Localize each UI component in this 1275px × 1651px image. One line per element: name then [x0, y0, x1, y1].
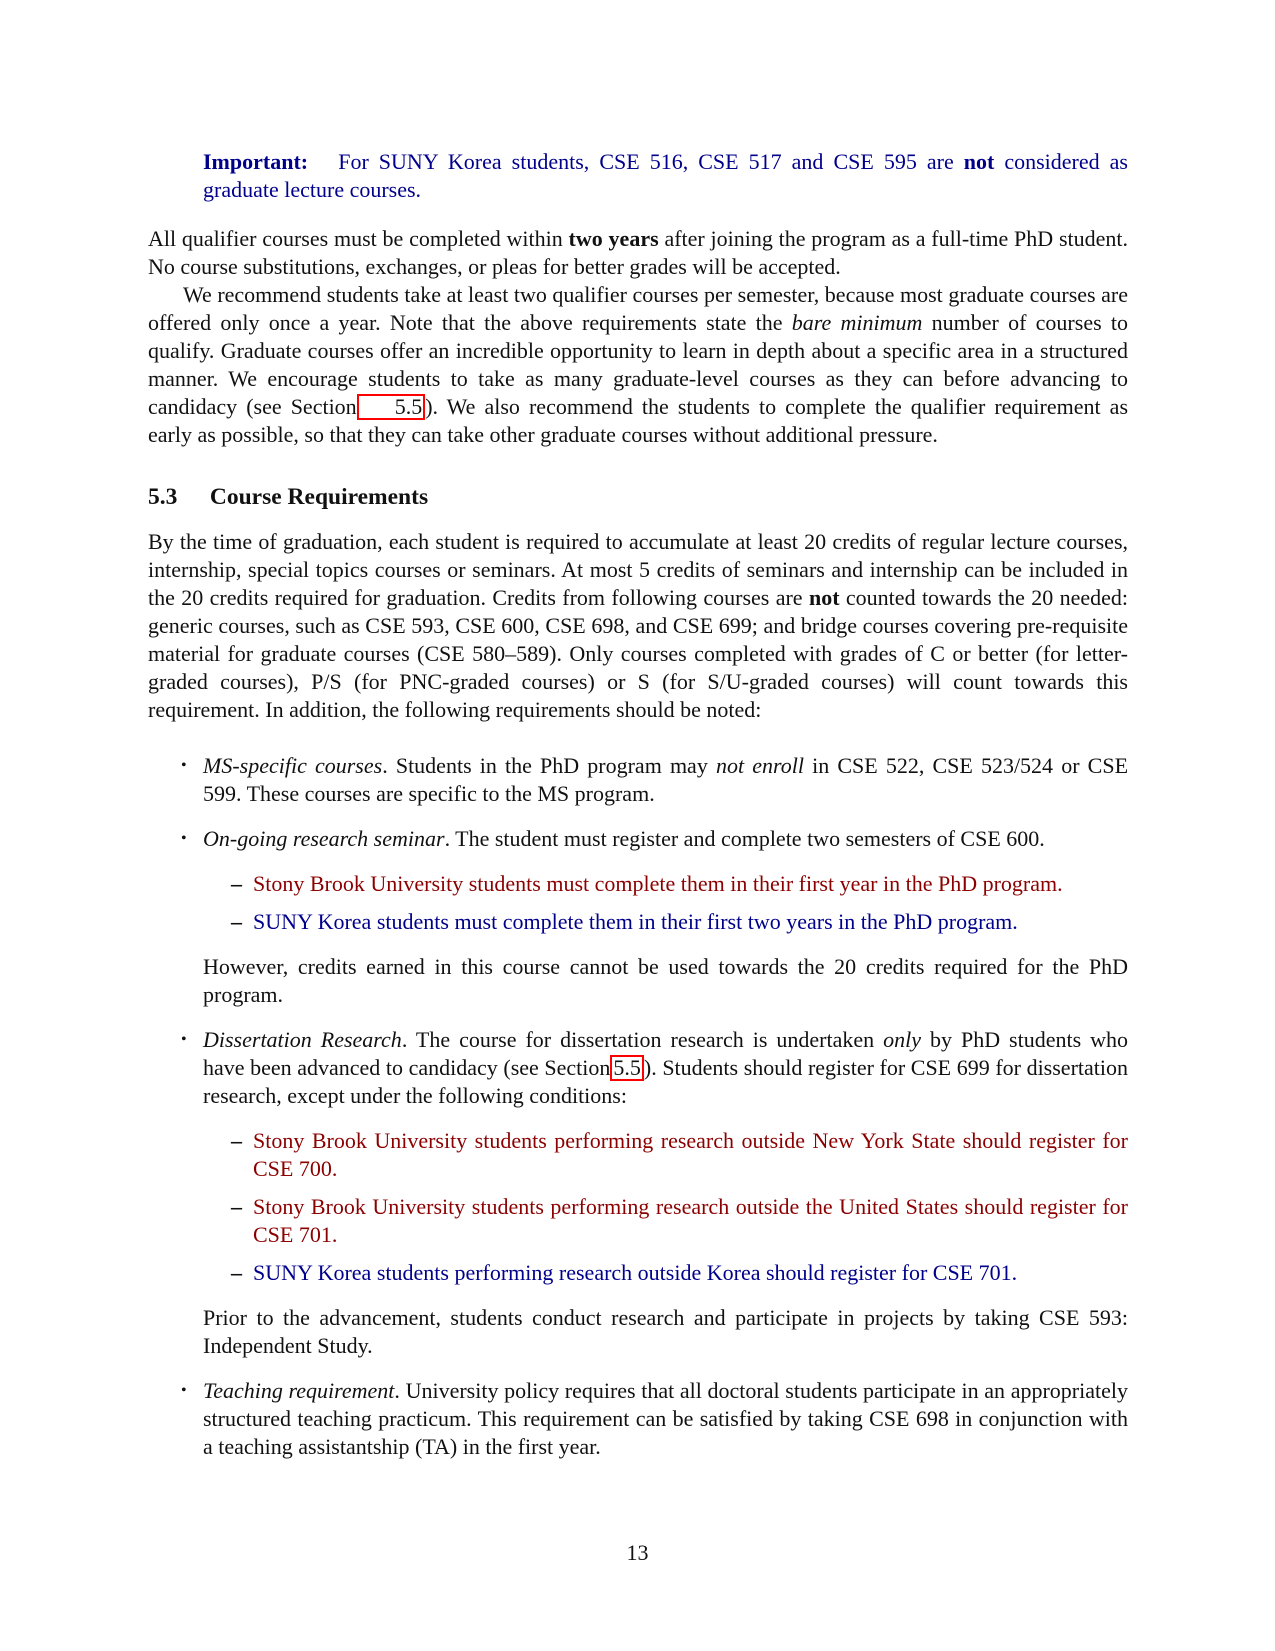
important-label: Important: — [203, 149, 309, 174]
bullet-icon: • — [181, 1031, 187, 1048]
qualifier-section — [148, 225, 1128, 449]
qualifier-paragraph: All qualifier courses must be completed within two years after joining the program as a full-time PhD student. No course substitutions, exchanges, or pleas for better grades will be accepted. — [148, 226, 1129, 279]
dissertation-note: Prior to the advancement, students conduct research and participate in projects by taking CSE 593: Independent Study. — [203, 1305, 1128, 1358]
bullet-icon: • — [181, 830, 187, 847]
sublist-item-sbu-ny: – Stony Brook University students performing research outside New York State should register for CSE 700. — [231, 1128, 1128, 1181]
section-heading — [148, 483, 428, 511]
section-link[interactable]: 5.5 — [610, 1055, 644, 1081]
requirements-list — [181, 752, 1129, 1478]
dash-icon: – — [231, 909, 242, 934]
course-requirements-paragraph: By the time of graduation, each student is required to accumulate at least 20 credits of regular lecture courses, internship, special topics courses or seminars. At most 5 credits of seminars and internship can be included in the 20 credits required for graduation. Credits from following courses are not counted towards the 20 needed: generic courses, such as CSE 593, CSE 600, CSE 698, and CSE 699; and bridge courses covering pre-requisite material for graduate courses (CSE 580–589). Only courses completed with grades of C or better (for letter-graded courses), P/S (for PNC-graded courses) or S (for S/U-graded courses) will count towards this requirement. In addition, the following requirements should be noted: — [148, 529, 1129, 722]
list-item-ms-specific: • MS-specific courses. Students in the PhD program may not enroll in CSE 522, CSE 523/524 or CSE 599. These courses are specific to the MS program. — [181, 753, 1129, 806]
seminar-sublist — [203, 870, 1128, 936]
sublist-item-korea: – SUNY Korea students performing research outside Korea should register for CSE 701. — [231, 1260, 1018, 1285]
dash-icon: – — [231, 1194, 242, 1219]
important-note: Important: For SUNY Korea students, CSE 516, CSE 517 and CSE 595 are not considered as graduate lecture courses. — [203, 149, 1128, 202]
list-item-dissertation: • Dissertation Research. The course for dissertation research is undertaken only by PhD students who have been advanced to candidacy (see Section 5.5 ). Students should register for CSE 699 for dissertation research, except under the following conditions: – Stony Brook University students performing research outside New York State should register for CSE 700. – Stony Brook University students performing research outside the United States should register for CSE 701. – SUNY Korea students performing research outside Korea should register for CSE 701. Prior to the advancement, students conduct research and participate in projects by taking CSE 593: Independent Study. — [181, 1027, 1129, 1358]
sublist-item-sbu: – Stony Brook University students must complete them in their first year in the PhD program. — [231, 871, 1063, 896]
section-number: 5.3 — [148, 484, 178, 510]
seminar-note: However, credits earned in this course cannot be used towards the 20 credits required for the PhD program. — [203, 954, 1128, 1007]
list-item-teaching: • Teaching requirement. University policy requires that all doctoral students participate in an appropriately structured teaching practicum. This requirement can be satisfied by taking CSE 698 in conjunction with a teaching assistantship (TA) in the first year. — [181, 1378, 1128, 1459]
dash-icon: – — [231, 1260, 242, 1285]
bullet-icon: • — [181, 1382, 187, 1399]
page-number: 13 — [626, 1540, 649, 1565]
bullet-icon: • — [181, 757, 187, 774]
sublist-item-sbu-us: – Stony Brook University students performing research outside the United States should register for CSE 701. — [231, 1194, 1128, 1247]
recommend-paragraph: We recommend students take at least two qualifier courses per semester, because most graduate courses are offered only once a year. Note that the above requirements state the bare minimum number of courses to qualify. Graduate courses offer an incredible opportunity to learn in depth about a specific area in a structured manner. We encourage students to take as many graduate-level courses as they can before advancing to candidacy (see Section 5.5 ). We also recommend the students to complete the qualifier requirement as early as possible, so that they can take other graduate courses without additional pressure. — [148, 282, 1129, 447]
dash-icon: – — [231, 871, 242, 896]
dash-icon: – — [231, 1128, 242, 1153]
section-link[interactable]: 5.5 — [357, 394, 426, 420]
list-item-seminar: • On-going research seminar. The student must register and complete two semesters of CSE 600. – Stony Brook University students must complete them in their first year in the PhD program. – SUNY Korea students must complete them in their first two years in the PhD program. However, credits earned in this course cannot be used towards the 20 credits required for the PhD program. — [181, 826, 1128, 1007]
dissertation-sublist — [203, 1127, 1128, 1287]
section-title: Course Requirements — [209, 484, 429, 510]
sublist-item-korea: – SUNY Korea students must complete them in their first two years in the PhD program. — [231, 909, 1018, 934]
